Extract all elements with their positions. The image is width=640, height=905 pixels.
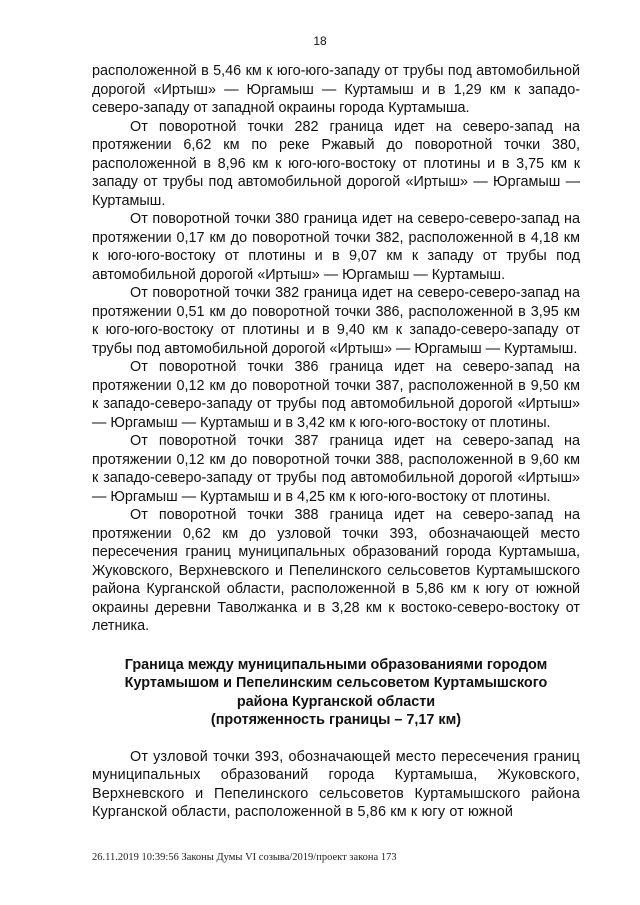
section-heading-line-2: Куртамышом и Пепелинским сельсоветом Куртамышского	[124, 675, 548, 691]
footer-document-stamp: 26.11.2019 10:39:56 Законы Думы VI созыва/2019/проект закона 173	[92, 852, 397, 863]
paragraph-7: От поворотной точки 388 граница идет на северо-запад на протяжении 0,62 км до узловой точки 393, обозначающей место пересечения границ муниципальных образований города Куртамыша, Жуковского, Верхневского и Пепелинского сельсоветов Куртамышского района Курганской области, расположенной в 5,86 км к югу от южной окраины деревни Таволжанка и в 3,28 км к востоко-северо-востоку от летника.	[92, 507, 580, 634]
section-heading-line-3: района Курганской области	[236, 693, 436, 710]
section-heading-line-1: Граница между муниципальными образованиями городом	[124, 656, 548, 673]
section-heading-line-4: (протяженность границы – 7,17 км)	[210, 712, 462, 728]
document-body	[92, 62, 580, 822]
paragraph-8: От узловой точки 393, обозначающей место пересечения границ муниципальных образований города Куртамыша, Жуковского, Верхневского и Пепелинского сельсоветов Куртамышского района Курганской области, расположенной в 5,86 км к югу от южной	[92, 748, 580, 820]
paragraph-2: От поворотной точки 282 граница идет на северо-запад на протяжении 6,62 км по реке Ржавый до поворотной точки 380, расположенной в 8,96 км к юго-юго-востоку от плотины и в 3,75 км к западу от трубы под автомобильной дорогой «Иртыш» — Юргамыш — Куртамыш.	[92, 118, 580, 209]
section-heading	[92, 656, 580, 730]
paragraph-3: От поворотной точки 380 граница идет на северо-северо-запад на протяжении 0,17 км до поворотной точки 382, расположенной в 4,18 км к юго-юго-востоку от плотины и в 9,07 км к западу от трубы под автомобильной дорогой «Иртыш» — Юргамыш — Куртамыш.	[92, 211, 580, 283]
paragraph-4: От поворотной точки 382 граница идет на северо-северо-запад на протяжении 0,51 км до поворотной точки 386, расположенной в 3,95 км к юго-юго-востоку от плотины и в 9,40 км к западо-северо-западу от трубы под автомобильной дорогой «Иртыш» — Юргамыш — Куртамыш.	[92, 285, 580, 357]
paragraph-5: От поворотной точки 386 граница идет на северо-запад на протяжении 0,12 км до поворотной точки 387, расположенной в 9,50 км к западо-северо-западу от трубы под автомобильной дорогой «Иртыш» — Юргамыш — Куртамыш и в 3,42 км к юго-юго-востоку от плотины.	[92, 359, 580, 431]
paragraph-1: расположенной в 5,46 км к юго-юго-западу от трубы под автомобильной дорогой «Иртыш» — Юргамыш — Куртамыш и в 1,29 км к западо-северо-западу от западной окраины города Куртамыша.	[92, 63, 580, 116]
page-number: 18	[313, 34, 327, 48]
paragraph-6: От поворотной точки 387 граница идет на северо-запад на протяжении 0,12 км до поворотной точки 388, расположенной в 9,60 км к западо-северо-западу от трубы под автомобильной дорогой «Иртыш» — Юргамыш — Куртамыш и в 4,25 км к юго-юго-востоку от плотины.	[92, 433, 580, 505]
